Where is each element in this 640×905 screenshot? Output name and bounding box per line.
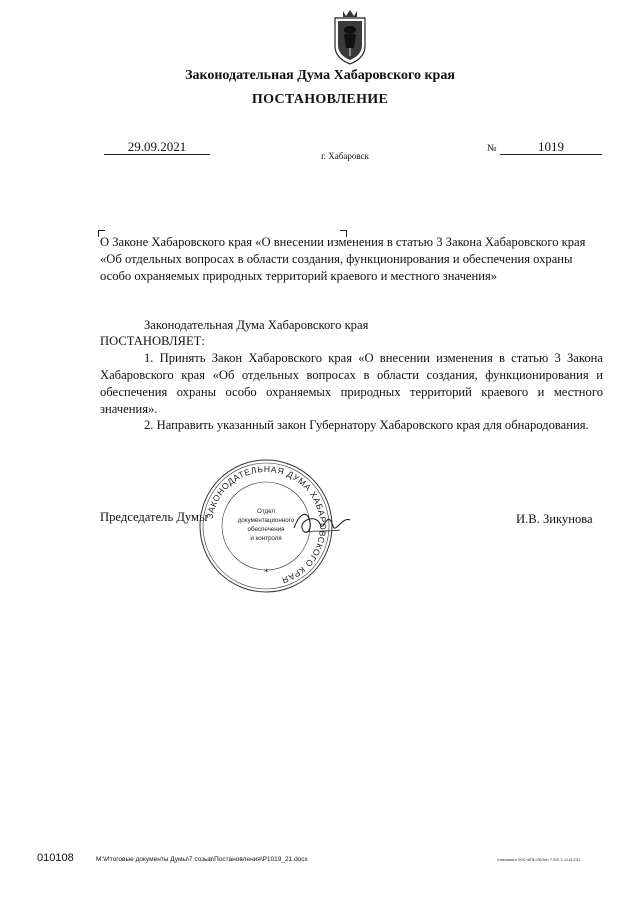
footer-file-path: M:\Итоговые документы Думы\7 созыв\Постановления\P1019_21.docx <box>96 856 308 863</box>
coat-of-arms-emblem <box>331 8 369 66</box>
document-topic: О Законе Хабаровского края «О внесении изменения в статью 3 Закона Хабаровского края «Об отдельных вопросах в области создания, функционирования и обеспечения охраны особо охраняемых природных территорий краевого и местного значения» <box>100 235 586 283</box>
stamp-star-icon: * <box>264 568 269 578</box>
signatory-name: И.В. Зикунова <box>516 512 593 526</box>
stamp-center-line-1: Отдел <box>257 508 275 515</box>
signatory-role: Председатель Думы <box>100 510 208 524</box>
footer-print-note: Отпечатано в ООО «ИПК «ОБЛ»К» Т. 819. З. 12-18-2111. <box>497 858 581 862</box>
stamp-center-line-3: обеспечения <box>247 526 285 533</box>
number-sign: № <box>487 143 497 154</box>
document-type: ПОСТАНОВЛЕНИЕ <box>251 92 389 107</box>
intro-line: Законодательная Дума Хабаровского края <box>144 318 369 332</box>
footer-code: 010108 <box>37 852 74 864</box>
stamp-center-line-2: документационного <box>237 517 295 524</box>
document-city: г. Хабаровск <box>321 151 369 161</box>
intro-resolves: ПОСТАНОВЛЯЕТ: <box>100 334 205 348</box>
handwritten-signature <box>290 502 354 540</box>
document-date: 29.09.2021 <box>104 140 210 155</box>
resolution-item-2: 2. Направить указанный закон Губернатору Хабаровского края для обнародования. <box>144 418 589 432</box>
resolution-item-1: 1. Принять Закон Хабаровского края «О внесении изменения в статью 3 Закона Хабаровского края «Об отдельных вопросах в области создания, функционирования и обеспечения охраны особо охраняемых природных территорий краевого и местного значения». <box>100 351 603 416</box>
stamp-center-line-4: и контроля <box>250 535 282 542</box>
organization-name: Законодательная Дума Хабаровского края <box>185 68 455 83</box>
stamp-ring-text: ЗАКОНОДАТЕЛЬНАЯ ДУМА ХАБАРОВСКОГО КРАЯ <box>204 463 329 586</box>
document-number: 1019 <box>500 140 602 155</box>
